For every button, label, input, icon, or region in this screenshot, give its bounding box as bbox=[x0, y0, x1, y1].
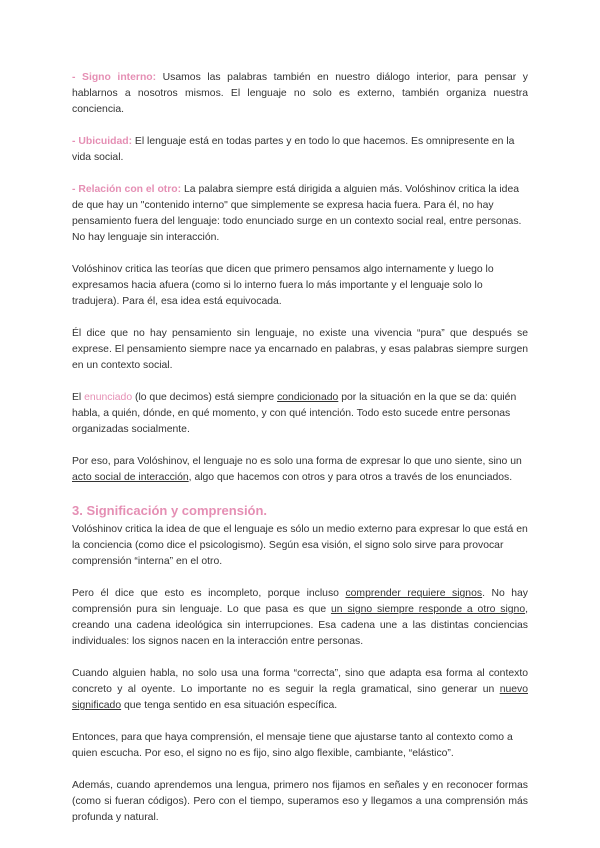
paragraph: Volóshinov critica la idea de que el lenguaje es sólo un medio externo para expresar lo que está en la conciencia (como dice el psicologismo). Según esa visión, el signo solo sirve para provocar comprensión “interna” en el otro. bbox=[72, 524, 528, 567]
paragraph: Además, cuando aprendemos una lengua, primero nos fijamos en señales y en reconocer formas (como si fueran códigos). Pero con el tiempo, superamos eso y llegamos a una comprensión más profunda y natural. bbox=[72, 780, 528, 823]
item-label: - Relación con el otro: bbox=[72, 184, 182, 195]
item-text: El lenguaje está en todas partes y en todo lo que hacemos. Es omnipresente en la vida social. bbox=[72, 136, 515, 163]
item-relacion-con-el-otro bbox=[72, 182, 528, 246]
underline-condicionado: condicionado bbox=[277, 392, 339, 403]
paragraph-enunciado: El enunciado (lo que decimos) está siempre condicionado por la situación en la que se da: quién habla, a quién, dónde, en qué momento, y con qué intención. Todo esto sucede entre personas organizadas socialmente. bbox=[72, 392, 517, 435]
item-text: La palabra siempre está dirigida a alguien más. Volóshinov critica la idea de que hay un "contenido interno" que simplemente se expresa hacia fuera. Para él, no hay pensamiento fuera del lenguaje: todo enunciado surge en un contexto social real, entre personas. No hay lenguaje sin interacción. bbox=[72, 184, 522, 243]
underline-nuevo-significado: nuevo significado bbox=[72, 684, 528, 711]
paragraph: Él dice que no hay pensamiento sin lenguaje, no existe una vivencia “pura” que después se exprese. El pensamiento siempre nace ya encarnado en palabras, y esas palabras siempre surgen en un contexto social. bbox=[72, 328, 528, 371]
item-text: Usamos las palabras también en nuestro diálogo interior, para pensar y hablarnos a nosotros mismos. El lenguaje no solo es externo, también organiza nuestra conciencia. bbox=[72, 72, 529, 115]
highlight-enunciado: enunciado bbox=[84, 392, 133, 403]
item-signo-interno bbox=[72, 70, 528, 118]
paragraph: Entonces, para que haya comprensión, el mensaje tiene que ajustarse tanto al contexto como a quien escucha. Por eso, el signo no es fijo, sino algo flexible, cambiante, “elástico”. bbox=[72, 732, 513, 759]
paragraph: Volóshinov critica las teorías que dicen que primero pensamos algo internamente y luego lo expresamos hacia afuera (como si lo interno fuera lo más importante y el lenguaje solo lo tradujera). Para él, esa idea está equivocada. bbox=[72, 264, 494, 307]
item-ubicuidad bbox=[72, 134, 528, 166]
section-heading: 3. Significación y comprensión. bbox=[72, 503, 268, 518]
paragraph-nuevo-significado: Cuando alguien habla, no solo usa una forma “correcta”, sino que adapta esa forma al contexto concreto y al oyente. Lo importante no es seguir la regla gramatical, sino generar un nuevo significado que tenga sentido en esa situación específica. bbox=[72, 668, 528, 711]
paragraph-signos: Pero él dice que esto es incompleto, porque incluso comprender requiere signos. No hay comprensión pura sin lenguaje. Lo que pasa es que un signo siempre responde a otro signo, creando una cadena ideológica sin interrupciones. Esa cadena une a las distintas conciencias individuales: los signos nacen en la interacción entre personas. bbox=[72, 588, 528, 647]
paragraph-acto-social: Por eso, para Volóshinov, el lenguaje no es solo una forma de expresar lo que uno siente, sino un acto social de interacción, algo que hacemos con otros y para otros a través de los enunciados. bbox=[72, 456, 522, 483]
underline-comprender: comprender requiere signos bbox=[345, 588, 483, 599]
item-label: - Signo interno: bbox=[72, 72, 157, 83]
item-label: - Ubicuidad: bbox=[72, 136, 133, 147]
underline-signo-responde: un signo siempre responde a otro signo bbox=[330, 604, 526, 615]
underline-acto-social: acto social de interacción bbox=[72, 472, 189, 483]
